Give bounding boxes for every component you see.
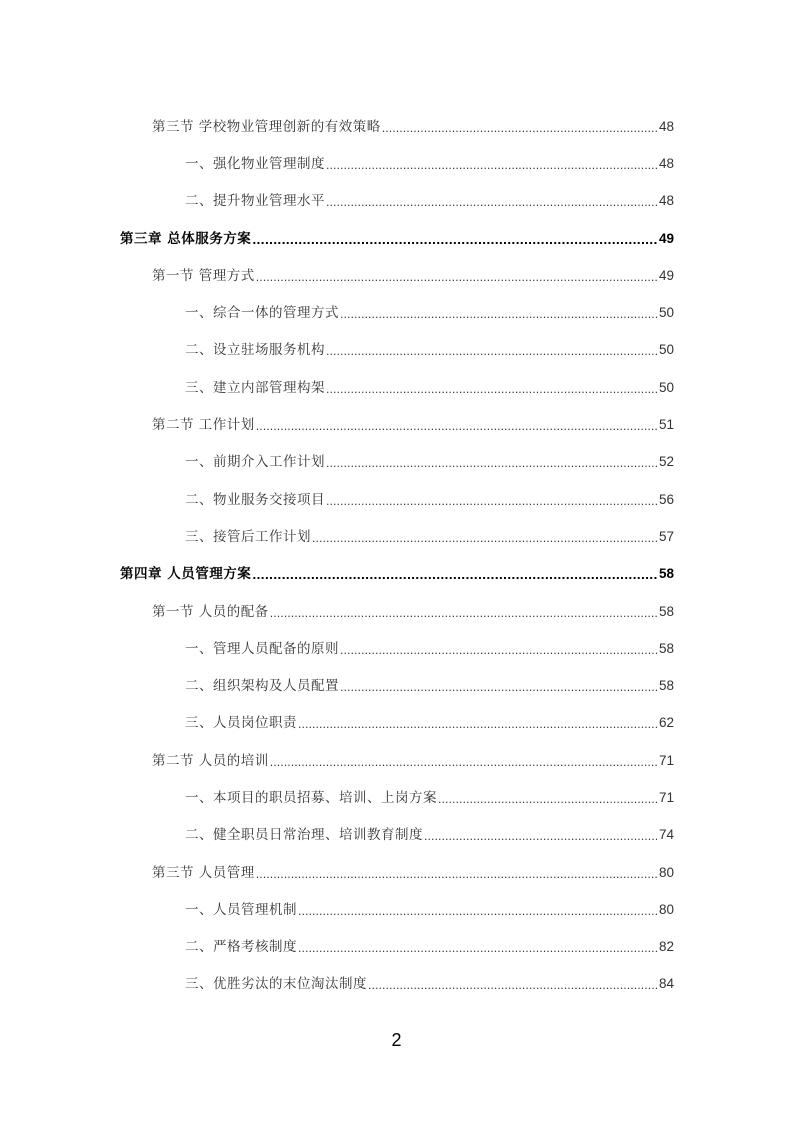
toc-entry[interactable] bbox=[0, 332, 793, 369]
dot-leader bbox=[326, 489, 657, 515]
dot-leader bbox=[340, 638, 657, 664]
toc-entry[interactable] bbox=[0, 518, 793, 555]
toc-entry-page: 52 bbox=[658, 454, 674, 470]
toc-entry-page: 57 bbox=[658, 528, 674, 544]
toc-entry[interactable] bbox=[0, 742, 793, 779]
toc-entry-title: 第三节 学校物业管理创新的有效策略 bbox=[152, 118, 381, 135]
toc-entry-page: 71 bbox=[658, 789, 674, 805]
toc-entry-page: 50 bbox=[658, 342, 674, 358]
toc-entry-title: 三、人员岗位职责 bbox=[185, 715, 297, 732]
toc-entry-title: 一、管理人员配备的原则 bbox=[185, 640, 339, 657]
toc-entry-page: 58 bbox=[658, 640, 674, 656]
dot-leader bbox=[326, 153, 657, 179]
dot-leader bbox=[368, 973, 657, 999]
toc-entry[interactable] bbox=[0, 929, 793, 966]
toc-entry[interactable] bbox=[0, 779, 793, 816]
toc-entry-title: 第三章 总体服务方案 bbox=[120, 230, 252, 247]
toc-entry[interactable] bbox=[0, 145, 793, 182]
toc-chapter-entry[interactable] bbox=[0, 220, 793, 257]
toc-entry-page: 71 bbox=[658, 752, 674, 768]
toc-entry-page: 49 bbox=[658, 230, 674, 246]
toc-entry[interactable] bbox=[0, 257, 793, 294]
toc-entry-page: 80 bbox=[658, 901, 674, 917]
dot-leader bbox=[256, 862, 657, 888]
toc-entry-title: 一、人员管理机制 bbox=[185, 901, 297, 918]
page-number: 2 bbox=[391, 1030, 402, 1050]
toc-entry-page: 48 bbox=[658, 118, 674, 134]
toc-entry-page: 51 bbox=[658, 417, 674, 433]
dot-leader bbox=[326, 451, 657, 477]
dot-leader bbox=[298, 712, 657, 738]
dot-leader bbox=[438, 787, 657, 813]
dot-leader bbox=[252, 563, 657, 589]
toc-entry[interactable] bbox=[0, 183, 793, 220]
toc-entry-page: 58 bbox=[658, 678, 674, 694]
toc-entry-title: 一、前期介入工作计划 bbox=[185, 454, 325, 471]
toc-entry-page: 82 bbox=[658, 939, 674, 955]
dot-leader bbox=[340, 675, 657, 701]
toc-entry-page: 58 bbox=[658, 566, 674, 582]
toc-entry-page: 50 bbox=[658, 379, 674, 395]
toc-entry[interactable] bbox=[0, 966, 793, 1003]
dot-leader bbox=[424, 824, 657, 850]
toc-entry[interactable] bbox=[0, 444, 793, 481]
dot-leader bbox=[326, 339, 657, 365]
toc-entry-title: 第四章 人员管理方案 bbox=[120, 566, 252, 583]
toc-entry-page: 49 bbox=[658, 267, 674, 283]
toc-entry-title: 二、健全职员日常治理、培训教育制度 bbox=[185, 827, 423, 844]
toc-entry-page: 56 bbox=[658, 491, 674, 507]
toc-entry-title: 一、综合一体的管理方式 bbox=[185, 305, 339, 322]
dot-leader bbox=[256, 265, 657, 291]
toc-entry-title: 二、设立驻场服务机构 bbox=[185, 342, 325, 359]
toc-entry[interactable] bbox=[0, 667, 793, 704]
toc-entry[interactable] bbox=[0, 817, 793, 854]
toc-entry-title: 三、建立内部管理构架 bbox=[185, 379, 325, 396]
toc-entry[interactable] bbox=[0, 593, 793, 630]
toc-entry-title: 第一节 人员的配备 bbox=[152, 603, 269, 620]
toc-entry-title: 三、优胜劣汰的末位淘汰制度 bbox=[185, 976, 367, 993]
toc-entry-title: 第二节 人员的培训 bbox=[152, 752, 269, 769]
dot-leader bbox=[256, 414, 657, 440]
toc-entry-page: 80 bbox=[658, 864, 674, 880]
toc-entry-title: 第一节 管理方式 bbox=[152, 267, 255, 284]
toc-entry-title: 一、强化物业管理制度 bbox=[185, 155, 325, 172]
toc-entry[interactable] bbox=[0, 891, 793, 928]
toc-entry[interactable] bbox=[0, 854, 793, 891]
toc-entry-title: 二、严格考核制度 bbox=[185, 939, 297, 956]
toc-entry-title: 第二节 工作计划 bbox=[152, 417, 255, 434]
table-of-contents bbox=[0, 108, 793, 1003]
dot-leader bbox=[326, 190, 657, 216]
toc-entry-title: 一、本项目的职员招募、培训、上岗方案 bbox=[185, 789, 437, 806]
toc-entry[interactable] bbox=[0, 108, 793, 145]
toc-entry[interactable] bbox=[0, 294, 793, 331]
toc-entry-title: 二、提升物业管理水平 bbox=[185, 193, 325, 210]
toc-entry-title: 二、组织架构及人员配置 bbox=[185, 678, 339, 695]
toc-entry[interactable] bbox=[0, 481, 793, 518]
dot-leader bbox=[270, 750, 657, 776]
dot-leader bbox=[382, 116, 657, 142]
toc-entry-page: 84 bbox=[658, 976, 674, 992]
dot-leader bbox=[312, 526, 657, 552]
toc-entry-page: 48 bbox=[658, 155, 674, 171]
toc-entry[interactable] bbox=[0, 406, 793, 443]
toc-chapter-entry[interactable] bbox=[0, 556, 793, 593]
toc-entry[interactable] bbox=[0, 630, 793, 667]
toc-entry[interactable] bbox=[0, 705, 793, 742]
toc-entry-title: 二、物业服务交接项目 bbox=[185, 491, 325, 508]
dot-leader bbox=[298, 899, 657, 925]
toc-entry-page: 48 bbox=[658, 193, 674, 209]
dot-leader bbox=[340, 302, 657, 328]
toc-entry[interactable] bbox=[0, 369, 793, 406]
toc-entry-page: 50 bbox=[658, 305, 674, 321]
dot-leader bbox=[326, 377, 657, 403]
toc-entry-title: 第三节 人员管理 bbox=[152, 864, 255, 881]
dot-leader bbox=[252, 228, 657, 254]
dot-leader bbox=[298, 936, 657, 962]
toc-entry-page: 62 bbox=[658, 715, 674, 731]
toc-entry-page: 74 bbox=[658, 827, 674, 843]
toc-entry-page: 58 bbox=[658, 603, 674, 619]
toc-entry-title: 三、接管后工作计划 bbox=[185, 528, 311, 545]
dot-leader bbox=[270, 601, 657, 627]
